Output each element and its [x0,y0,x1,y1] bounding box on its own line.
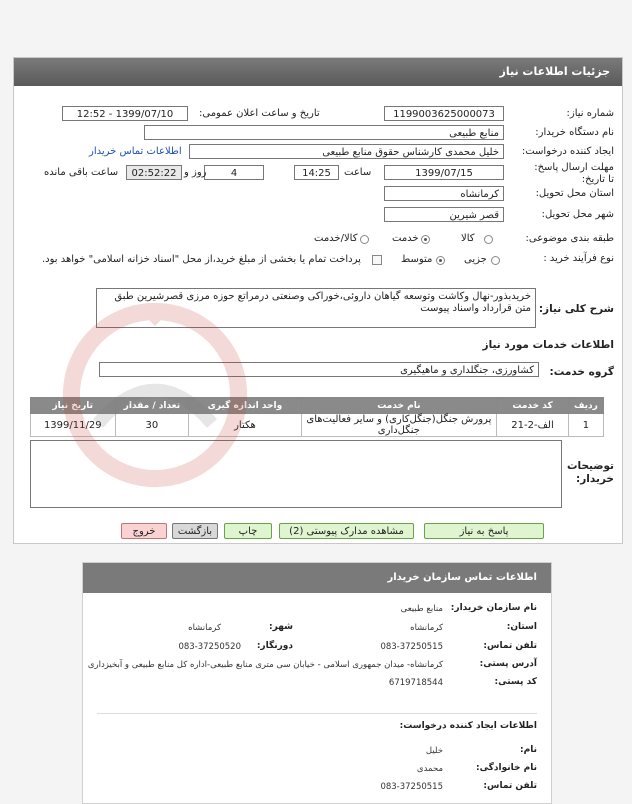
card-divider [97,713,537,714]
creator-last-name-label: نام خانوادگی: [475,763,537,773]
remaining-time-field[interactable]: 02:52:22 [126,165,182,180]
cell-quantity: 30 [115,414,189,437]
contact-postal-value: 6719718544 [388,678,443,688]
contact-address-value: کرمانشاه- میدان جمهوری اسلامی - خیابان سی متری منابع طبیعی-اداره کل منابع طبیعی و آبخیزداری [87,660,443,670]
province-label: استان محل تحویل: [535,188,614,199]
services-table [30,397,604,437]
announce-date-label: تاریخ و ساعت اعلان عمومی: [199,108,320,119]
contact-address-label: آدرس پستی: [479,659,537,669]
creator-field[interactable]: خلیل محمدی کارشناس حقوق منابع طبیعی [189,144,504,159]
cell-name: پرورش جنگل(جنگل‌کاری) و سایر فعالیت‌های جنگل‌داری [301,414,497,437]
table-header-row [31,398,604,414]
process-label: نوع فرآیند خرید : [543,253,614,264]
creator-first-name-label: نام: [520,745,537,755]
attachments-button[interactable]: مشاهده مدارک پیوستی (2) [279,523,414,539]
creator-last-name-value: محمدی [416,764,443,774]
creator-phone-value: 083-37250515 [380,782,443,792]
contact-fax-label: دورنگار: [256,641,293,651]
service-group-label: گروه خدمت: [549,366,614,378]
deadline-time-field[interactable]: 14:25 [294,165,339,180]
col-header-name: نام خدمت [301,398,497,414]
cell-code: الف-2-21 [497,414,569,437]
cell-unit: هکتار [189,414,301,437]
category-radio-service[interactable] [421,235,430,244]
need-details-panel [13,57,623,544]
print-button[interactable]: چاپ [224,523,272,539]
process-radio-minor[interactable] [491,256,500,265]
col-header-quantity: تعداد / مقدار [115,398,189,414]
process-option-medium: متوسط [401,254,433,265]
contact-org-label: نام سازمان خریدار: [450,603,537,613]
city-label: شهر محل تحویل: [541,209,614,220]
treasury-payment-note: پرداخت تمام یا بخشی از مبلغ خرید،از محل "اسناد خزانه اسلامی" خواهد بود. [42,254,361,265]
contact-postal-label: کد پستی: [494,677,537,687]
contact-phone-label: تلفن تماس: [483,641,537,651]
page-title: جزئیات اطلاعات نیاز [14,58,622,86]
creator-section-title: اطلاعات ایجاد کننده درخواست: [399,721,537,731]
col-header-unit: واحد اندازه گیری [189,398,301,414]
buyer-contact-card [82,562,552,804]
process-option-minor: جزیی [464,254,487,265]
deadline-time-label: ساعت [344,167,372,178]
announce-date-field[interactable]: 1399/07/10 - 12:52 [62,106,188,121]
category-option-service: خدمت [392,233,419,244]
category-label: طبقه بندی موضوعی: [525,233,614,244]
creator-phone-label: تلفن تماس: [483,781,537,791]
creator-first-name-value: خلیل [425,746,443,756]
buyer-notes-label: توضیحات خریدار: [566,460,614,485]
process-radio-medium[interactable] [436,256,445,265]
contact-org-value: منابع طبیعی [400,604,443,614]
buyer-notes-box[interactable] [30,440,562,508]
deadline-label: مهلت ارسال پاسخ: تا تاریخ: [534,162,614,185]
description-label: شرح کلی نیاز: [538,303,614,315]
category-option-both: کالا/خدمت [314,233,358,244]
exit-button[interactable]: خروج [121,523,167,539]
buyer-org-label: نام دستگاه خریدار: [535,127,614,138]
service-group-field[interactable]: کشاورزی، جنگلداری و ماهیگیری [99,362,539,377]
need-number-label: شماره نیاز: [566,108,614,119]
treasury-payment-checkbox[interactable] [372,255,382,265]
need-number-field[interactable]: 1199003625000073 [384,106,504,121]
table-row[interactable] [31,414,604,437]
days-label: روز و [184,167,207,178]
col-header-code: کد خدمت [497,398,569,414]
description-text: خریدبذور-نهال وکاشت وتوسعه گیاهان داروئی،خوراکی وصنعتی درمراتع حوزه مرزی قصرشیرین طبق متن قرارداد واسناد پیوست [96,288,536,328]
province-field[interactable]: کرمانشاه [384,186,504,201]
days-field[interactable]: 4 [204,165,264,180]
buyer-org-field[interactable]: منابع طبیعی [144,125,504,140]
services-title: اطلاعات خدمات مورد نیاز [482,339,614,351]
cell-row-num: 1 [568,414,603,437]
contact-card-title: اطلاعات تماس سازمان خریدار [83,563,551,593]
contact-fax-value: 083-37250520 [178,642,241,652]
buyer-contact-link[interactable]: اطلاعات تماس خریدار [89,146,182,157]
contact-city-label: شهر: [269,622,293,632]
col-header-row-num: ردیف [568,398,603,414]
creator-label: ایجاد کننده درخواست: [521,146,614,157]
back-button[interactable]: بازگشت [172,523,218,539]
contact-phone-value: 083-37250515 [380,642,443,652]
contact-province-value: کرمانشاه [410,623,443,633]
contact-city-value: کرمانشاه [188,623,221,633]
col-header-date: تاریخ نیاز [31,398,116,414]
category-radio-goods[interactable] [484,235,493,244]
deadline-date-field[interactable]: 1399/07/15 [384,165,504,180]
contact-province-label: استان: [506,622,537,632]
category-option-goods: کالا [461,233,475,244]
reply-button[interactable]: پاسخ به نیاز [424,523,544,539]
cell-date: 1399/11/29 [31,414,116,437]
category-radio-both[interactable] [360,235,369,244]
city-field[interactable]: قصر شیرین [384,207,504,222]
remaining-time-label: ساعت باقی مانده [44,167,119,178]
